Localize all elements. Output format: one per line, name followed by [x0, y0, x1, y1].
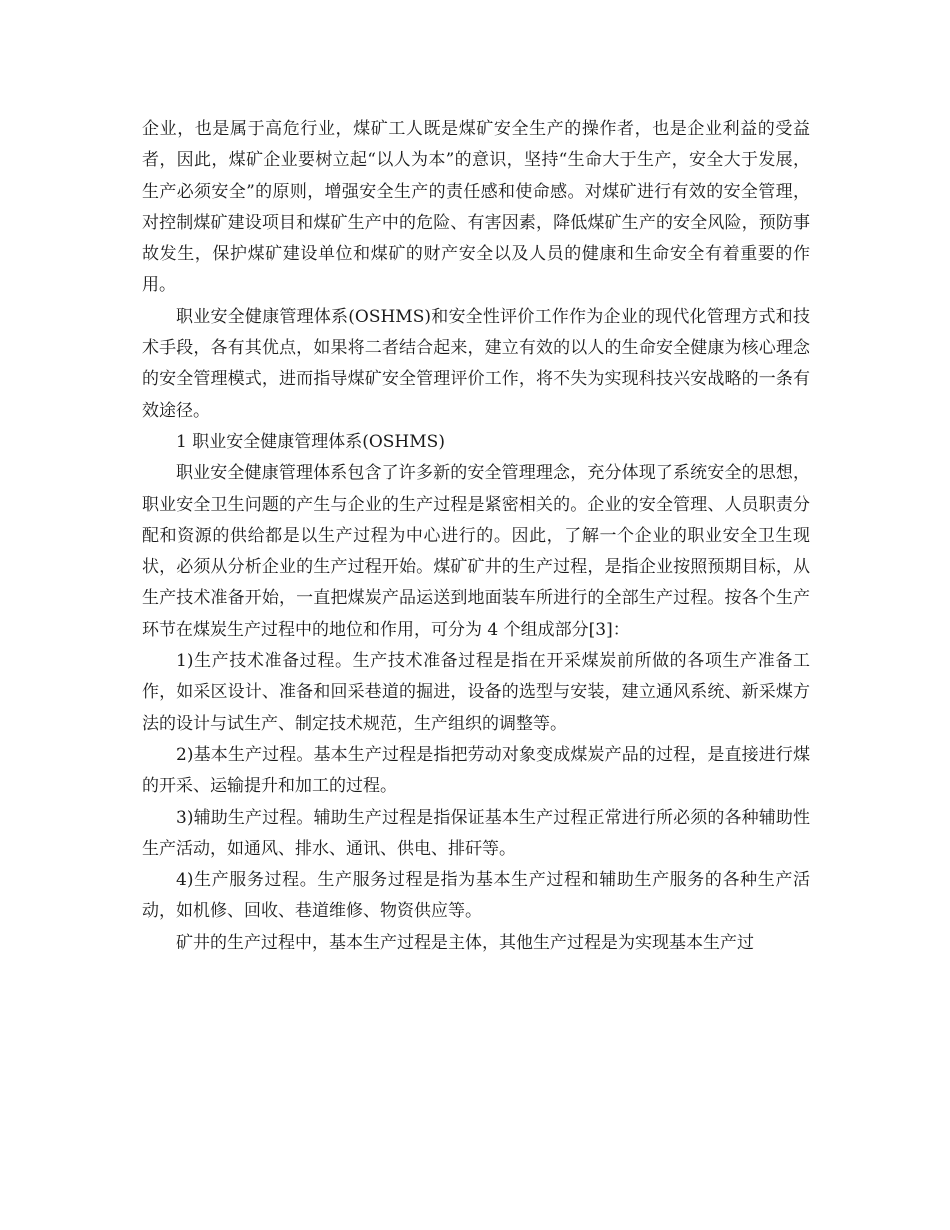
section-heading-oshms: 1 职业安全健康管理体系(OSHMS) [176, 431, 445, 452]
list-item-auxiliary-production: 3)辅助生产过程。辅助生产过程是指保证基本生产过程正常进行所必须的各种辅助性生产活动，如通风、排水、通讯、供电、排矸等。 [142, 807, 810, 859]
list-item-technical-preparation: 1)生产技术准备过程。生产技术准备过程是指在开采煤炭前所做的各项生产准备工作，如采区设计、准备和回采巷道的掘进，设备的选型与安装，建立通风系统、新采煤方法的设计与试生产、制定技术规范，生产组织的调整等。 [142, 651, 810, 734]
paragraph-intro-continued: 企业，也是属于高危行业，煤矿工人既是煤矿安全生产的操作者，也是企业利益的受益者，因此，煤矿企业要树立起“以人为本”的意识，坚持“生命大于生产，安全大于发展，生产必须安全”的原则，增强安全生产的责任感和使命感。对煤矿进行有效的安全管理，对控制煤矿建设项目和煤矿生产中的危险、有害因素，降低煤矿生产的安全风险，预防事故发生，保护煤矿建设单位和煤矿的财产安全以及人员的健康和生命安全有着重要的作用。 [142, 119, 810, 296]
list-item-basic-production: 2)基本生产过程。基本生产过程是指把劳动对象变成煤炭产品的过程，是直接进行煤的开采、运输提升和加工的过程。 [142, 744, 810, 797]
paragraph-oshms-and-evaluation: 职业安全健康管理体系(OSHMS)和安全性评价工作作为企业的现代化管理方式和技术手段，各有其优点，如果将二者结合起来，建立有效的以人的生命安全健康为核心理念的安全管理模式，进而指导煤矿安全管理评价工作，将不失为实现科技兴安战略的一条有效途径。 [142, 306, 810, 421]
paragraph-oshms-concepts: 职业安全健康管理体系包含了许多新的安全管理理念，充分体现了系统安全的思想，职业安全卫生问题的产生与企业的生产过程是紧密相关的。企业的安全管理、人员职责分配和资源的供给都是以生产过程为中心进行的。因此，了解一个企业的职业安全卫生现状，必须从分析企业的生产过程开始。煤矿矿井的生产过程，是指企业按照预期目标，从生产技术准备开始，一直把煤炭产品运送到地面装车所进行的全部生产过程。按各个生产环节在煤炭生产过程中的地位和作用，可分为 4 个组成部分[3]： [142, 463, 810, 640]
document-body [142, 114, 810, 959]
paragraph-production-process-summary: 矿井的生产过程中，基本生产过程是主体，其他生产过程是为实现基本生产过 [176, 932, 754, 953]
list-item-production-services: 4)生产服务过程。生产服务过程是指为基本生产过程和辅助生产服务的各种生产活动，如机修、回收、巷道维修、物资供应等。 [142, 870, 810, 922]
